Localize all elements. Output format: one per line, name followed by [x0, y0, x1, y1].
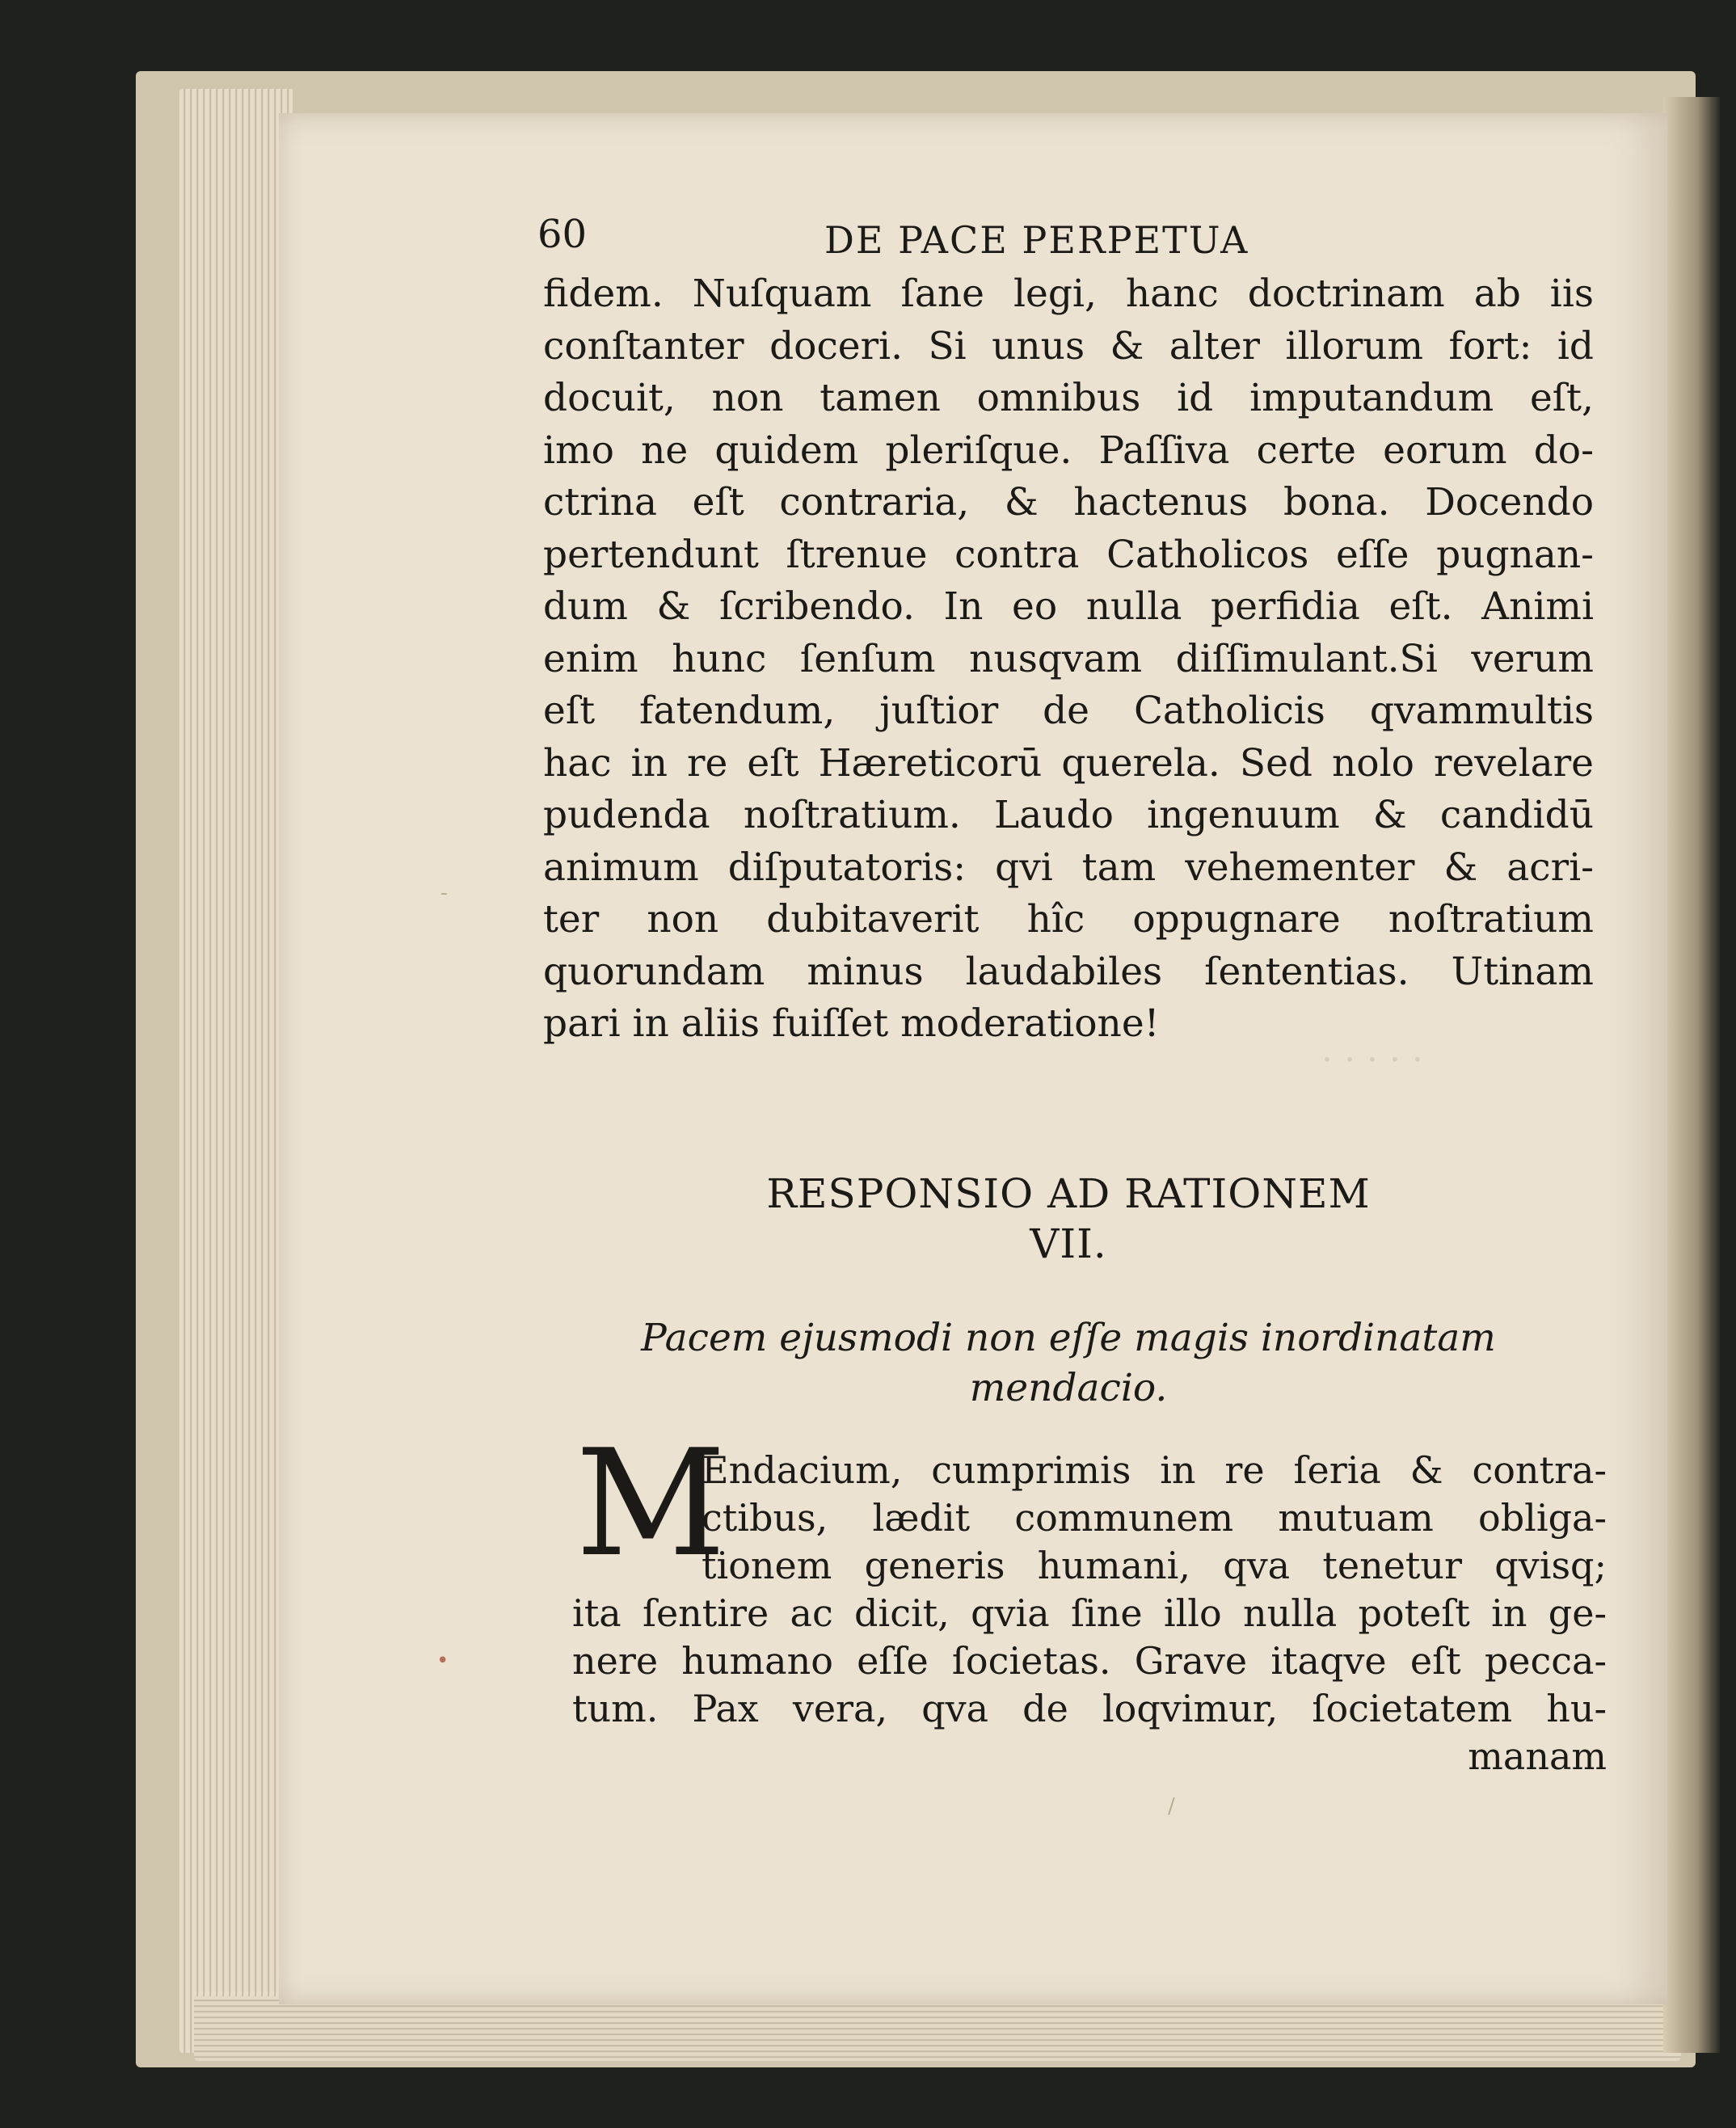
text-line: ctrina eſt contraria, & hactenus bona. Docendo [543, 480, 1594, 525]
text-line: enim hunc ſenſum nusqvam diſſimulant.Si verum [543, 636, 1594, 681]
text-line: tum. Pax vera, qva de loqvimur, ſocietatem hu- [572, 1687, 1607, 1730]
text-line: hac in re eſt Hæreticorū querela. Sed nolo revelare [543, 740, 1594, 786]
text-line: imo ne quidem pleriſque. Paſſiva certe eorum do- [543, 428, 1594, 473]
page-edges-left [179, 89, 293, 2053]
catchword: manam [1468, 1734, 1607, 1778]
text-line: docuit, non tamen omnibus id imputandum eſt, [543, 376, 1594, 420]
subtitle-line: Pacem ejusmodi non eſſe magis inordinatam [641, 1316, 1496, 1360]
text-line: quorundam minus laudabiles ſententias. Utinam [543, 949, 1594, 994]
text-line: pari in aliis fuiſſet moderatione! [543, 1001, 1160, 1046]
body-text [543, 268, 1594, 1051]
paper-speck: / [1168, 1794, 1175, 1818]
text-line: eſt fatendum, juſtior de Catholicis qvammultis [543, 689, 1594, 733]
book-gutter [1663, 97, 1720, 2053]
page-edges-bottom [194, 1996, 1681, 2061]
drop-cap: M [575, 1418, 727, 1589]
text-line: tionem generis humani, qva tenetur qvisq; [702, 1544, 1607, 1587]
text-line: ter non dubitaverit hîc oppugnare noſtratium [543, 897, 1594, 942]
show-through-text: · · · · · [1321, 1039, 1423, 1081]
text-line: dum & ſcribendo. In eo nulla perfidia eſt. Animi [543, 584, 1594, 629]
section-heading [543, 1169, 1594, 1269]
section-heading-line: RESPONSIO AD RATIONEM [766, 1170, 1371, 1217]
text-line: fidem. Nuſquam ſane legi, hanc doctrinam ab iis [543, 272, 1594, 316]
section-heading-number: VII. [1030, 1220, 1107, 1267]
text-line: conſtanter doceri. Si unus & alter illorum fort: id [543, 323, 1594, 369]
text-line: nere humano eſſe ſocietas. Grave itaqve eſt pecca- [572, 1639, 1607, 1683]
page-number: 60 [537, 212, 588, 257]
section-subtitle [543, 1313, 1594, 1414]
running-title: DE PACE PERPETUA [824, 218, 1249, 262]
paragraph-text [572, 1447, 1607, 1780]
paper-speck: • [436, 1649, 449, 1673]
text-line: pudenda noſtratium. Laudo ingenuum & candidū [543, 793, 1594, 837]
text-line: Endacium, cumprimis in re ſeria & contra- [702, 1448, 1607, 1492]
text-line: ctibus, lædit communem mutuam obliga- [702, 1496, 1607, 1540]
text-line: pertendunt ſtrenue contra Catholicos eſſe pugnan- [543, 532, 1594, 577]
text-line: ita ſentire ac dicit, qvia ſine illo nulla poteſt in ge- [572, 1591, 1607, 1635]
subtitle-line: mendacio. [969, 1366, 1168, 1410]
text-line: animum diſputatoris: qvi tam vehementer & acri- [543, 845, 1594, 890]
paper-speck: ‐ [440, 881, 448, 905]
